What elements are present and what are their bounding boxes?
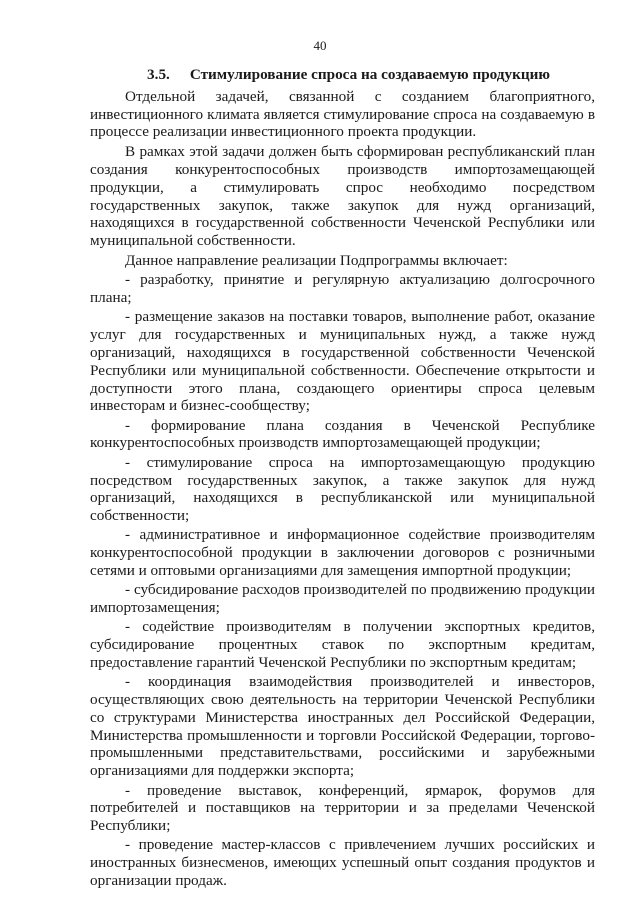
paragraph: В рамках этой задачи должен быть сформирован республиканский план создания конкурентоспособных производств импортозамещающей продукции, а стимулировать спрос необходимо посредством государственных закупок, также закупок для нужд организаций, находящихся в государственной собственности Чеченской Республики или муниципальной собственности. xyxy=(90,143,595,250)
section-title: Стимулирование спроса на создаваемую продукцию xyxy=(189,66,550,83)
paragraph: Данное направление реализации Подпрограммы включает: xyxy=(125,251,508,269)
list-item: - разработку, принятие и регулярную актуализацию долгосрочного плана; xyxy=(90,271,595,307)
list-item: - проведение выставок, конференций, ярмарок, форумов для потребителей и поставщиков на территории и за пределами Чеченской Республики; xyxy=(90,781,595,835)
list-item: - размещение заказов на поставки товаров, выполнение работ, оказание услуг для государственных и муниципальных нужд, а также нужд организаций, находящихся в государственной собственности Чеченской Республики или муниципальной собственности. Обеспечение открытости и доступности этого плана, создающего ориентиры спроса целевым инвесторам и бизнес-сообществу; xyxy=(90,308,595,415)
section-number: 3.5. xyxy=(147,66,170,83)
list-item: - проведение мастер-классов с привлечением лучших российских и иностранных бизнесменов, имеющих успешный опыт создания продуктов и организации продаж. xyxy=(90,836,595,890)
section-heading xyxy=(90,66,595,84)
page-number: 40 xyxy=(313,38,327,53)
list-item: - административное и информационное содействие производителям конкурентоспособной продукции в заключении договоров с розничными сетями и оптовыми организациями для замещения импортной продукции; xyxy=(90,526,595,580)
list-item: - формирование плана создания в Чеченской Республике конкурентоспособных производств импортозамещающей продукции; xyxy=(90,416,595,452)
document-body xyxy=(90,66,595,890)
list-item: - содействие производителям в получении экспортных кредитов, субсидирование процентных ставок по экспортным кредитам, предоставление гарантий Чеченской Республики по экспортным кредитам; xyxy=(90,618,595,671)
list-item: - субсидирование расходов производителей по продвижению продукции импортозамещения; xyxy=(90,581,595,617)
list-item: - координация взаимодействия производителей и инвесторов, осуществляющих свою деятельность на территории Чеченской Республики со структурами Министерства иностранных дел Российской Федерации, Министерства промышленности и торговли Российской Федерации, торгово-промышленными представительствами, российскими и зарубежными организациями для поддержки экспорта; xyxy=(90,673,595,780)
list-item: - стимулирование спроса на импортозамещающую продукцию посредством государственных закупок, а также закупок для нужд организаций, находящихся в республиканской или муниципальной собственности; xyxy=(90,453,595,525)
paragraph: Отдельной задачей, связанной с созданием благоприятного, инвестиционного климата является стимулирование спроса на создаваемую в процессе реализации инвестиционного проекта продукции. xyxy=(90,87,595,141)
